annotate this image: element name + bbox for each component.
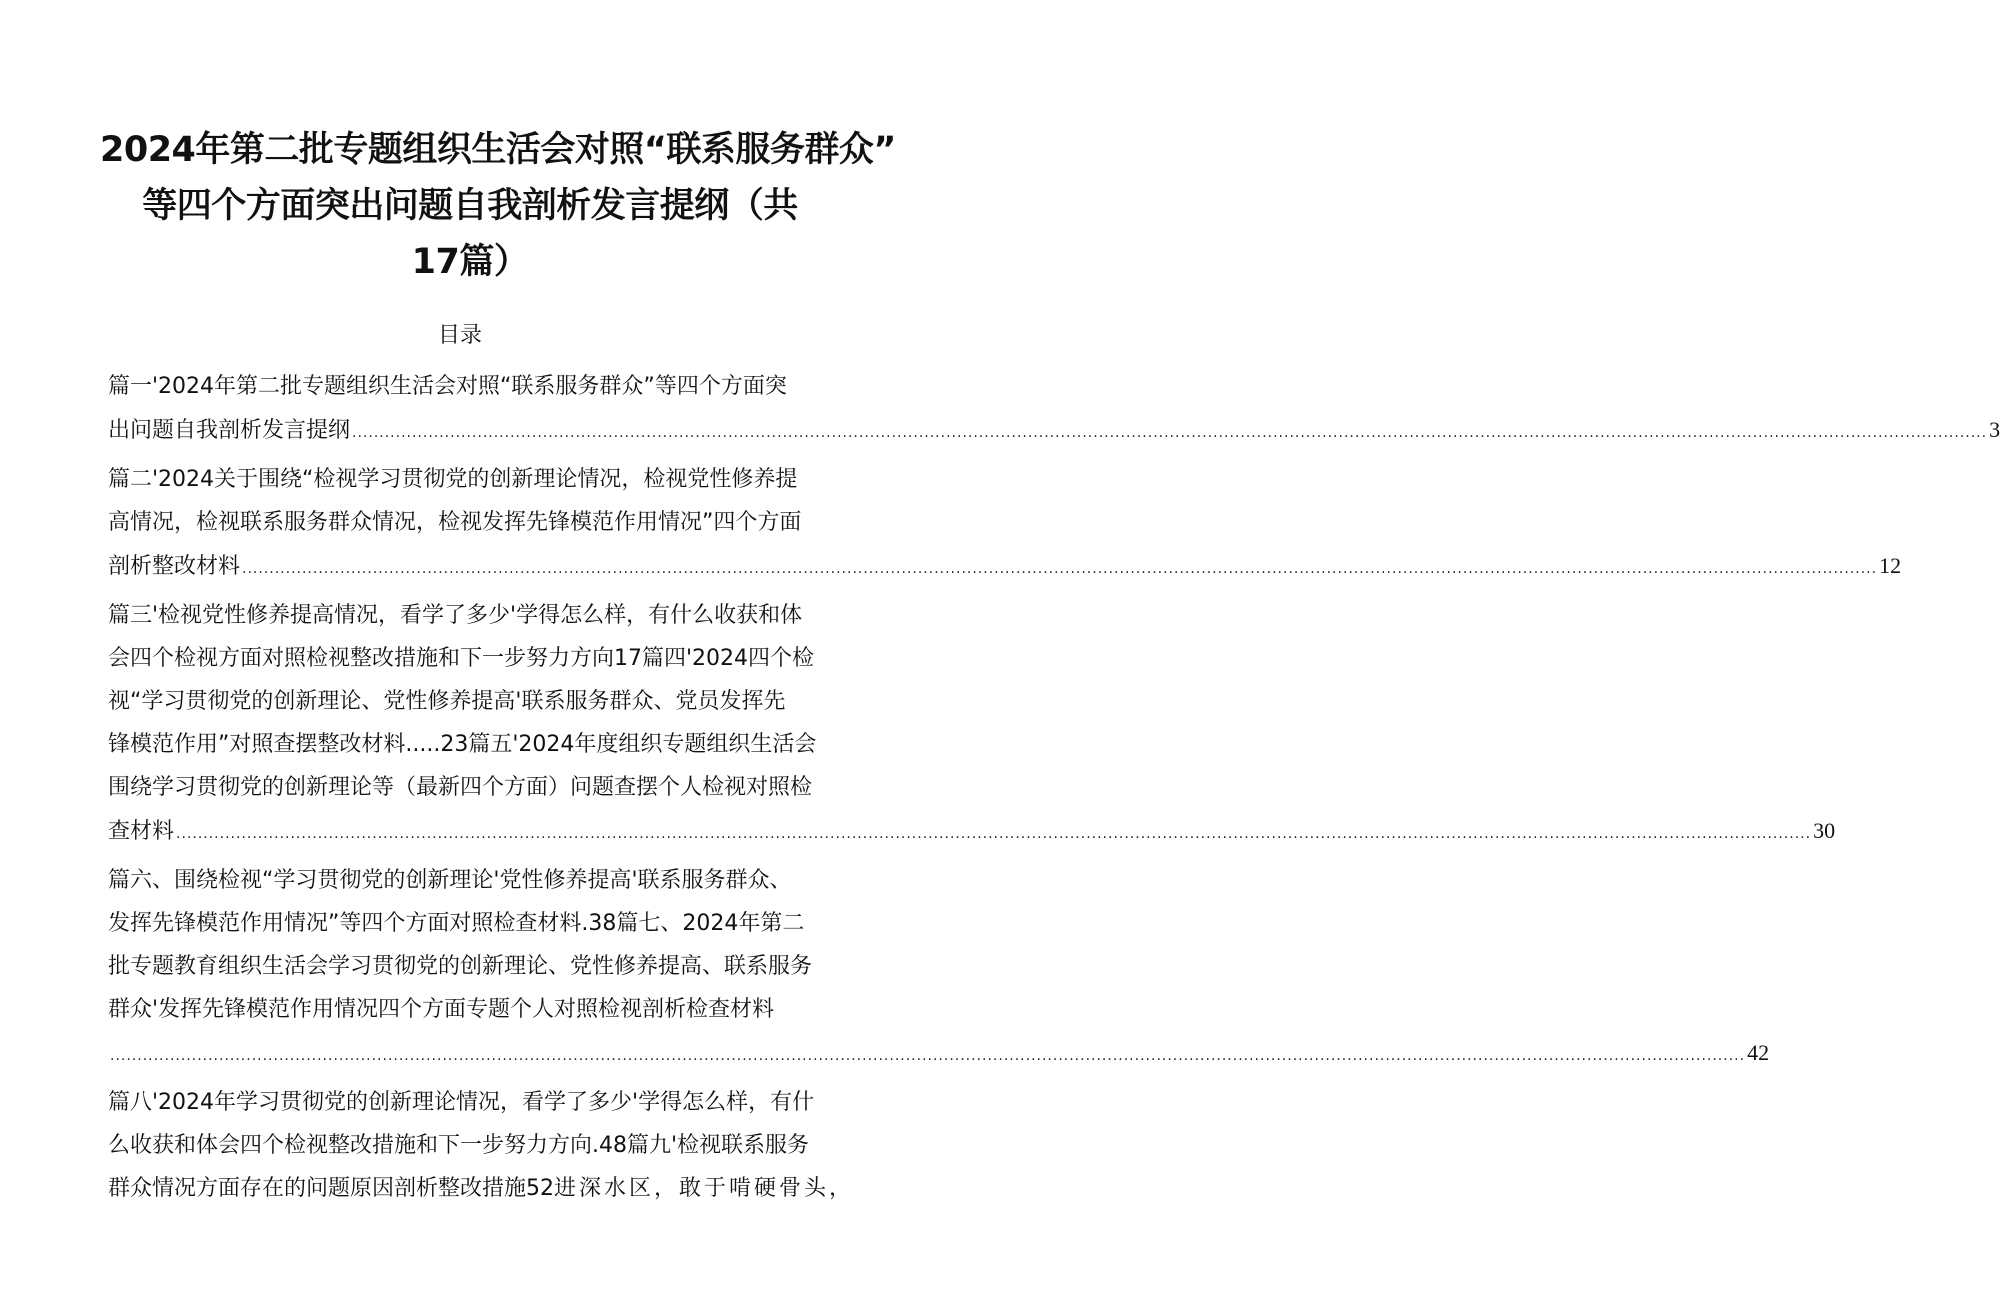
toc-page-number: 12 bbox=[1879, 553, 1902, 578]
toc-line bbox=[108, 1167, 855, 1210]
toc-line bbox=[108, 1124, 844, 1167]
toc-entry-text: 么收获和体会四个检视整改措施和下一步努力方向.48篇九'检视联系服务 bbox=[108, 1133, 810, 1158]
toc-page-number: 42 bbox=[1747, 1040, 1770, 1065]
body-text-fragment: 进深水区，敢于啃硬骨头， bbox=[554, 1176, 855, 1201]
toc-heading: 目录 bbox=[437, 323, 482, 348]
toc-entry-text: 篇八'2024年学习贯彻党的创新理论情况，看学了多少'学得怎么样，有什 bbox=[108, 1090, 815, 1115]
toc-entry-text: 篇二'2024关于围绕“检视学习贯彻党的创新理论情况，检视党性修养提 bbox=[108, 467, 798, 492]
title-line: 2024年第二批专题组织生活会对照“联系服务群众” bbox=[100, 130, 896, 170]
toc-entry-text: 群众'发挥先锋模范作用情况四个方面专题个人对照检视剖析检查材料 bbox=[108, 997, 775, 1022]
dot-leader: ............................................................................................................................................................................................................................................................................................................ bbox=[110, 1048, 1746, 1064]
toc-entry-text: 高情况，检视联系服务群众情况，检视发挥先锋模范作用情况”四个方面 bbox=[108, 510, 802, 535]
toc-line bbox=[108, 680, 844, 723]
toc-entry-text: 群众情况方面存在的问题原因剖析整改措施52 bbox=[108, 1176, 554, 1201]
toc-entry-text: 查材料 bbox=[108, 819, 175, 844]
document-title bbox=[100, 122, 896, 290]
toc-line bbox=[108, 458, 844, 501]
title-line: 17篇） bbox=[411, 242, 529, 282]
toc-entry-end[interactable] bbox=[108, 408, 2000, 451]
toc-line bbox=[108, 1081, 844, 1124]
toc-line bbox=[108, 501, 844, 544]
toc-entry-end[interactable] bbox=[108, 809, 1836, 852]
toc-line bbox=[108, 988, 844, 1031]
toc-line bbox=[108, 637, 844, 680]
dot-leader: ............................................................................................................................................................................................................................................................................................................ bbox=[242, 561, 1878, 577]
table-of-contents bbox=[108, 365, 2000, 1210]
toc-line bbox=[108, 859, 844, 902]
toc-entry-text: 会四个检视方面对照检视整改措施和下一步努力方向17篇四'2024四个检 bbox=[108, 646, 815, 671]
title-line: 等四个方面突出问题自我剖析发言提纲（共 bbox=[142, 186, 798, 226]
toc-entry-text: 围绕学习贯彻党的创新理论等（最新四个方面）问题查摆个人检视对照检 bbox=[108, 775, 813, 800]
toc-line bbox=[108, 766, 844, 809]
toc-line bbox=[108, 594, 844, 637]
toc-entry-text: 批专题教育组织生活会学习贯彻党的创新理论、党性修养提高、联系服务 bbox=[108, 954, 813, 979]
toc-line bbox=[108, 365, 844, 408]
toc-entry-text: 剖析整改材料 bbox=[108, 554, 241, 579]
toc-entry-end[interactable] bbox=[108, 544, 1902, 587]
toc-line bbox=[108, 723, 844, 766]
toc-entry-text: 发挥先锋模范作用情况”等四个方面对照检查材料.38篇七、2024年第二 bbox=[108, 911, 805, 936]
toc-page-number: 3 bbox=[1989, 417, 2000, 442]
toc-line bbox=[108, 902, 844, 945]
dot-leader: ............................................................................................................................................................................................................................................................................................................ bbox=[176, 826, 1812, 842]
toc-entry-text: 视“学习贯彻党的创新理论、党性修养提高'联系服务群众、党员发挥先 bbox=[108, 689, 786, 714]
dot-leader: ............................................................................................................................................................................................................................................................................................................ bbox=[352, 425, 1988, 441]
toc-entry-text: 锋模范作用”对照查摆整改材料.....23篇五'2024年度组织专题组织生活会 bbox=[108, 732, 817, 757]
toc-entry-text: 篇六、围绕检视“学习贯彻党的创新理论'党性修养提高'联系服务群众、 bbox=[108, 868, 792, 893]
toc-entry-text: 篇一'2024年第二批专题组织生活会对照“联系服务群众”等四个方面突 bbox=[108, 374, 787, 399]
toc-line bbox=[108, 945, 844, 988]
toc-entry-text: 出问题自我剖析发言提纲 bbox=[108, 418, 351, 443]
toc-page-number: 30 bbox=[1813, 818, 1836, 843]
toc-entry-text: 篇三'检视党性修养提高情况，看学了多少'学得怎么样，有什么收获和体 bbox=[108, 603, 803, 628]
toc-entry-end[interactable] bbox=[108, 1031, 1770, 1074]
